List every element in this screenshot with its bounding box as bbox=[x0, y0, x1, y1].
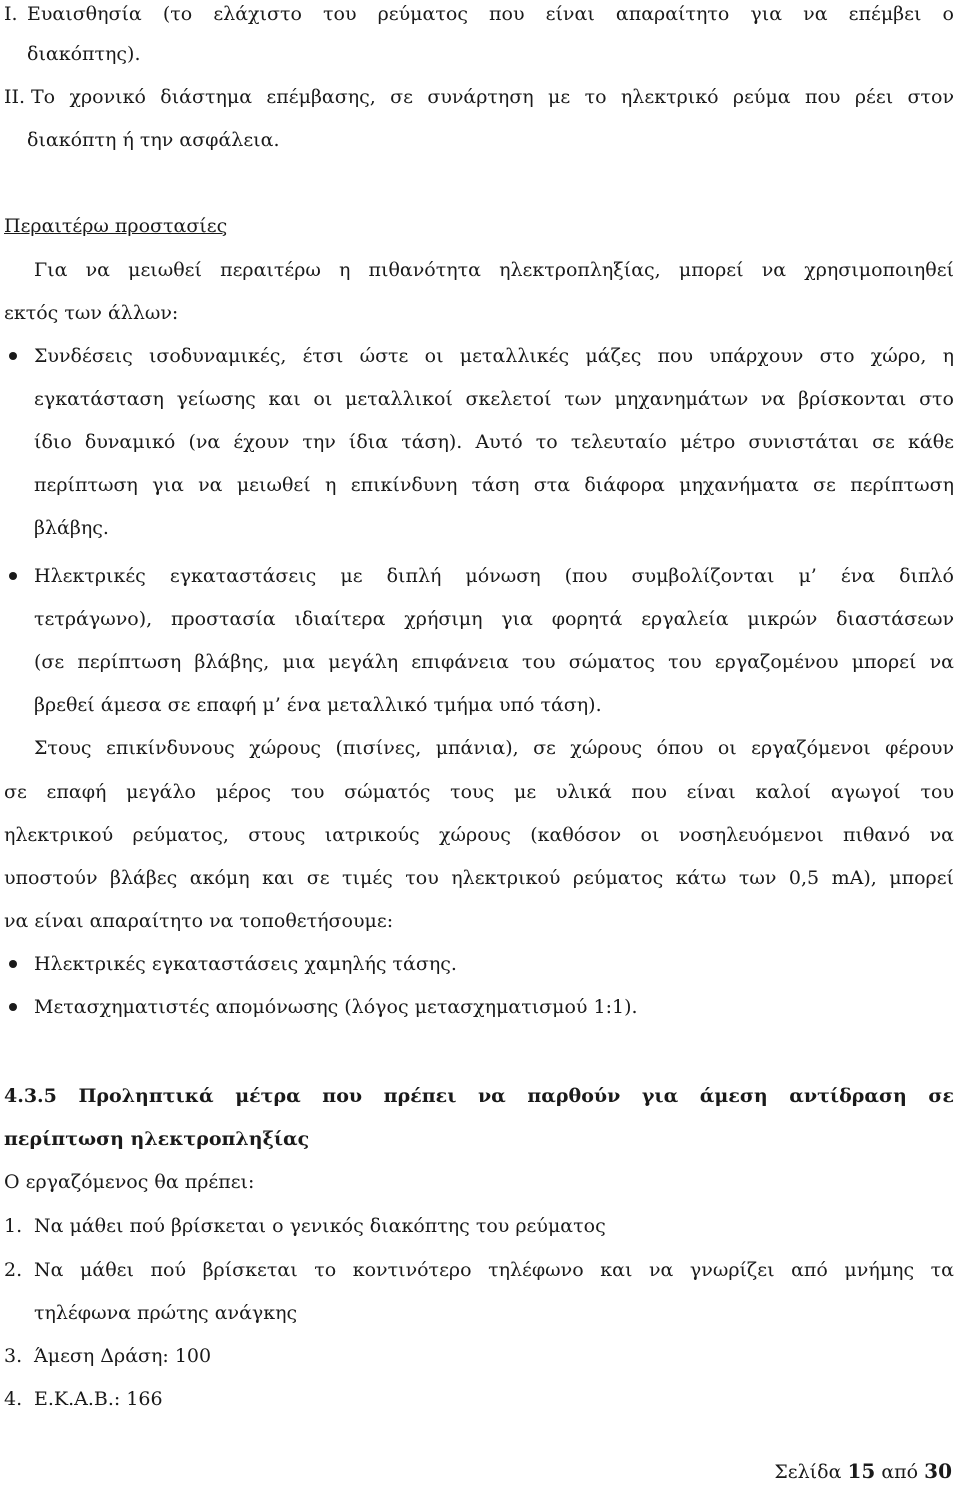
list-item-text: Να μάθει πού βρίσκεται ο γενικός διακόπτης του ρεύματος bbox=[34, 1215, 606, 1237]
list-item-text: Άμεση Δράση: 100 bbox=[34, 1345, 212, 1367]
bullet-text: ίδιο δυναμικό (να έχουν την ίδια τάση). Αυτό το τελευταίο μέτρο συνιστάται σε κάθε bbox=[34, 431, 954, 453]
page-number bbox=[774, 1457, 952, 1485]
bullet-icon bbox=[9, 960, 17, 968]
bullet-text: βρεθεί άμεσα σε επαφή μ’ ένα μεταλλικό τμήμα υπό τάση). bbox=[34, 694, 602, 716]
list-item-prefix: I. bbox=[4, 3, 18, 25]
bullet-text: βλάβης. bbox=[34, 517, 109, 539]
bullet-icon bbox=[9, 1003, 17, 1011]
list-item-text: Να μάθει πού βρίσκεται το κοντινότερο τηλέφωνο και να γνωρίζει από μνήμης τα bbox=[34, 1259, 954, 1281]
bullet-text: τετράγωνο), προστασία ιδιαίτερα χρήσιμη για φορητά εργαλεία μικρών διαστάσεων bbox=[34, 608, 954, 630]
paragraph-line: Ο εργαζόμενος θα πρέπει: bbox=[4, 1171, 255, 1193]
list-item-text: Ε.Κ.Α.Β.: 166 bbox=[34, 1388, 163, 1410]
paragraph-line: να είναι απαραίτητο να τοποθετήσουμε: bbox=[4, 910, 394, 932]
paragraph-line: ηλεκτρικού ρεύματος, στους ιατρικούς χώρους (καθόσον οι νοσηλευόμενοι πιθανό να bbox=[4, 824, 954, 846]
bullet-text: Συνδέσεις ισοδυναμικές, έτσι ώστε οι μεταλλικές μάζες που υπάρχουν στο χώρο, η bbox=[34, 345, 954, 367]
list-item-number: 3. bbox=[4, 1345, 23, 1367]
paragraph-line: Στους επικίνδυνους χώρους (πισίνες, μπάνια), σε χώρους όπου οι εργαζόμενοι φέρουν bbox=[34, 737, 954, 759]
paragraph-line: υποστούν βλάβες ακόμη και σε τιμές του ηλεκτρικού ρεύματος κάτω των 0,5 mA), μπορεί bbox=[4, 867, 954, 889]
list-item-number: 2. bbox=[4, 1259, 23, 1281]
paragraph-line: εκτός των άλλων: bbox=[4, 302, 179, 324]
list-item-number: 4. bbox=[4, 1388, 23, 1410]
bullet-icon bbox=[9, 572, 17, 580]
list-item-text: Το χρονικό διάστημα επέμβασης, σε συνάρτηση με το ηλεκτρικό ρεύμα που ρέει στον bbox=[31, 86, 954, 108]
bullet-text: Μετασχηματιστές απομόνωσης (λόγος μετασχηματισμού 1:1). bbox=[34, 996, 638, 1018]
list-item-number: 1. bbox=[4, 1215, 23, 1237]
section-heading: περίπτωση ηλεκτροπληξίας bbox=[4, 1128, 310, 1150]
list-item-text: διακόπτης). bbox=[27, 43, 141, 65]
current-page: 15 bbox=[847, 1459, 876, 1483]
of-word: από bbox=[881, 1461, 919, 1483]
bullet-text: Ηλεκτρικές εγκαταστάσεις χαμηλής τάσης. bbox=[34, 953, 457, 975]
total-pages: 30 bbox=[924, 1459, 952, 1483]
paragraph-line: Για να μειωθεί περαιτέρω η πιθανότητα ηλεκτροπληξίας, μπορεί να χρησιμοποιηθεί bbox=[34, 259, 954, 281]
paragraph-line: σε επαφή μεγάλο μέρος του σώματός τους με υλικά που είναι καλοί αγωγοί του bbox=[4, 781, 954, 803]
list-item-prefix: II. bbox=[4, 86, 26, 108]
list-item-text: Ευαισθησία (το ελάχιστο του ρεύματος που είναι απαραίτητο για να επέμβει ο bbox=[27, 3, 954, 25]
bullet-text: περίπτωση για να μειωθεί η επικίνδυνη τάση στα διάφορα μηχανήματα σε περίπτωση bbox=[34, 474, 954, 496]
list-item-text: τηλέφωνα πρώτης ανάγκης bbox=[34, 1302, 298, 1324]
bullet-text: Ηλεκτρικές εγκαταστάσεις με διπλή μόνωση (που συμβολίζονται μ’ ένα διπλό bbox=[34, 565, 954, 587]
bullet-icon bbox=[9, 352, 17, 360]
bullet-text: εγκατάσταση γείωσης και οι μεταλλικοί σκελετοί των μηχανημάτων να βρίσκονται στο bbox=[34, 388, 954, 410]
section-heading: 4.3.5 Προληπτικά μέτρα που πρέπει να παρθούν για άμεση αντίδραση σε bbox=[4, 1085, 954, 1107]
bullet-text: (σε περίπτωση βλάβης, μια μεγάλη επιφάνεια του σώματος του εργαζομένου μπορεί να bbox=[34, 651, 954, 673]
section-heading: Περαιτέρω προστασίες bbox=[4, 215, 228, 237]
list-item-text: διακόπτη ή την ασφάλεια. bbox=[27, 129, 280, 151]
page-word: Σελίδα bbox=[774, 1461, 842, 1483]
